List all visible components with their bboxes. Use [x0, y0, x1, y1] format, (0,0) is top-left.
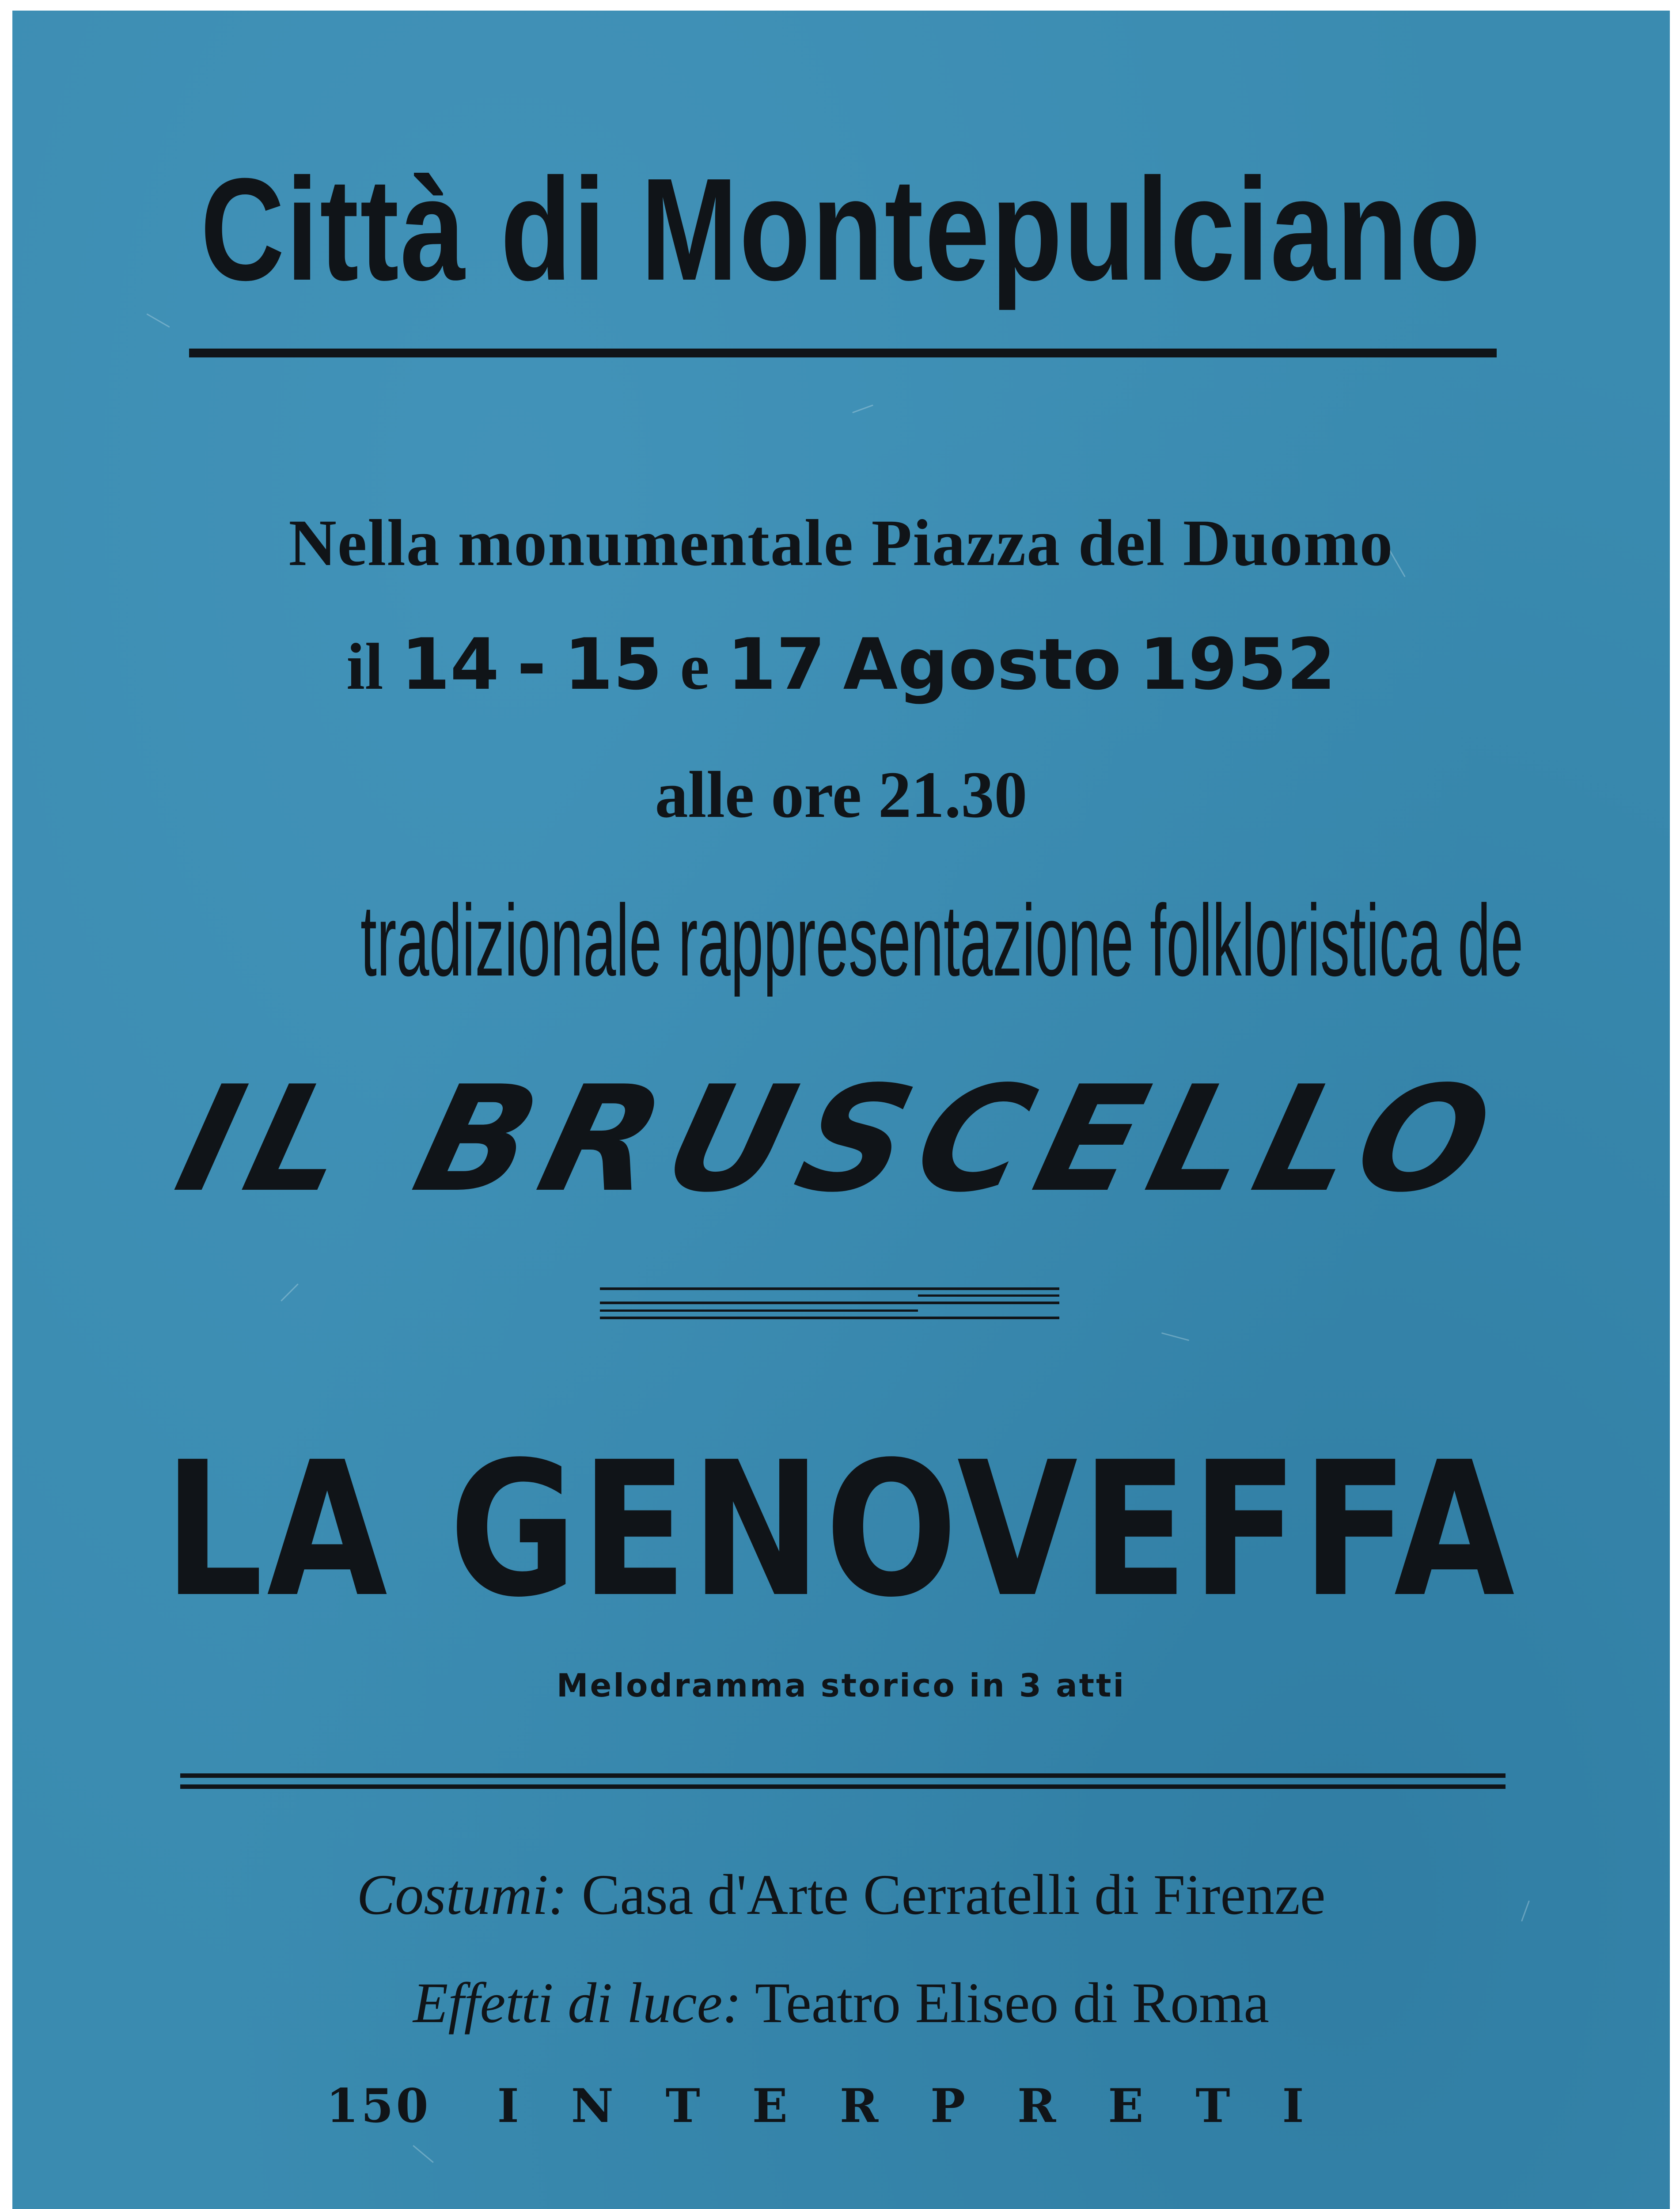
date-day3: 17	[727, 623, 826, 706]
paper-fiber	[852, 405, 873, 414]
costumes-value: Casa d'Arte Cerratelli di Firenze	[581, 1863, 1326, 1927]
lighting-credit	[12, 1971, 1670, 2035]
date-separator: -	[517, 623, 546, 706]
performers-count: 150	[326, 2078, 431, 2133]
lighting-value: Teatro Eliseo di Roma	[755, 1971, 1270, 2035]
date-conjunction: e	[680, 630, 709, 703]
paper-fiber	[1161, 1332, 1190, 1341]
performers-label: INTERPRETI	[497, 2078, 1356, 2133]
play-title: LA GENOVEFFA	[163, 1422, 1519, 1638]
show-title: IL BRUSCELLO	[163, 1055, 1520, 1224]
description-line: tradizionale rappresentazione folkloristica de	[360, 884, 1524, 997]
play-subtitle: Melodramma storico in 3 atti	[556, 1667, 1126, 1704]
time-line: alle ore 21.30	[655, 758, 1028, 831]
double-rule-bottom	[180, 1784, 1506, 1789]
date-year: 1952	[1139, 623, 1336, 706]
date-day1: 14	[401, 623, 500, 706]
performers-line	[12, 2078, 1670, 2133]
city-title: Città di Montepulciano	[200, 148, 1482, 311]
paper-fiber	[281, 1283, 299, 1302]
poster	[12, 11, 1670, 2209]
date-month: Agosto	[843, 623, 1122, 706]
date-prefix: il	[346, 630, 383, 703]
double-rule-top	[180, 1773, 1506, 1778]
date-line	[12, 623, 1670, 706]
paper-fiber	[413, 2145, 434, 2163]
costumes-label: Costumi:	[356, 1863, 568, 1927]
title-underline	[189, 349, 1497, 357]
lighting-label: Effetti di luce:	[413, 1971, 742, 2035]
date-day2: 15	[564, 623, 663, 706]
paper-fiber	[146, 313, 170, 328]
location-line: Nella monumentale Piazza del Duomo	[288, 506, 1394, 580]
costumes-credit	[12, 1863, 1670, 1927]
